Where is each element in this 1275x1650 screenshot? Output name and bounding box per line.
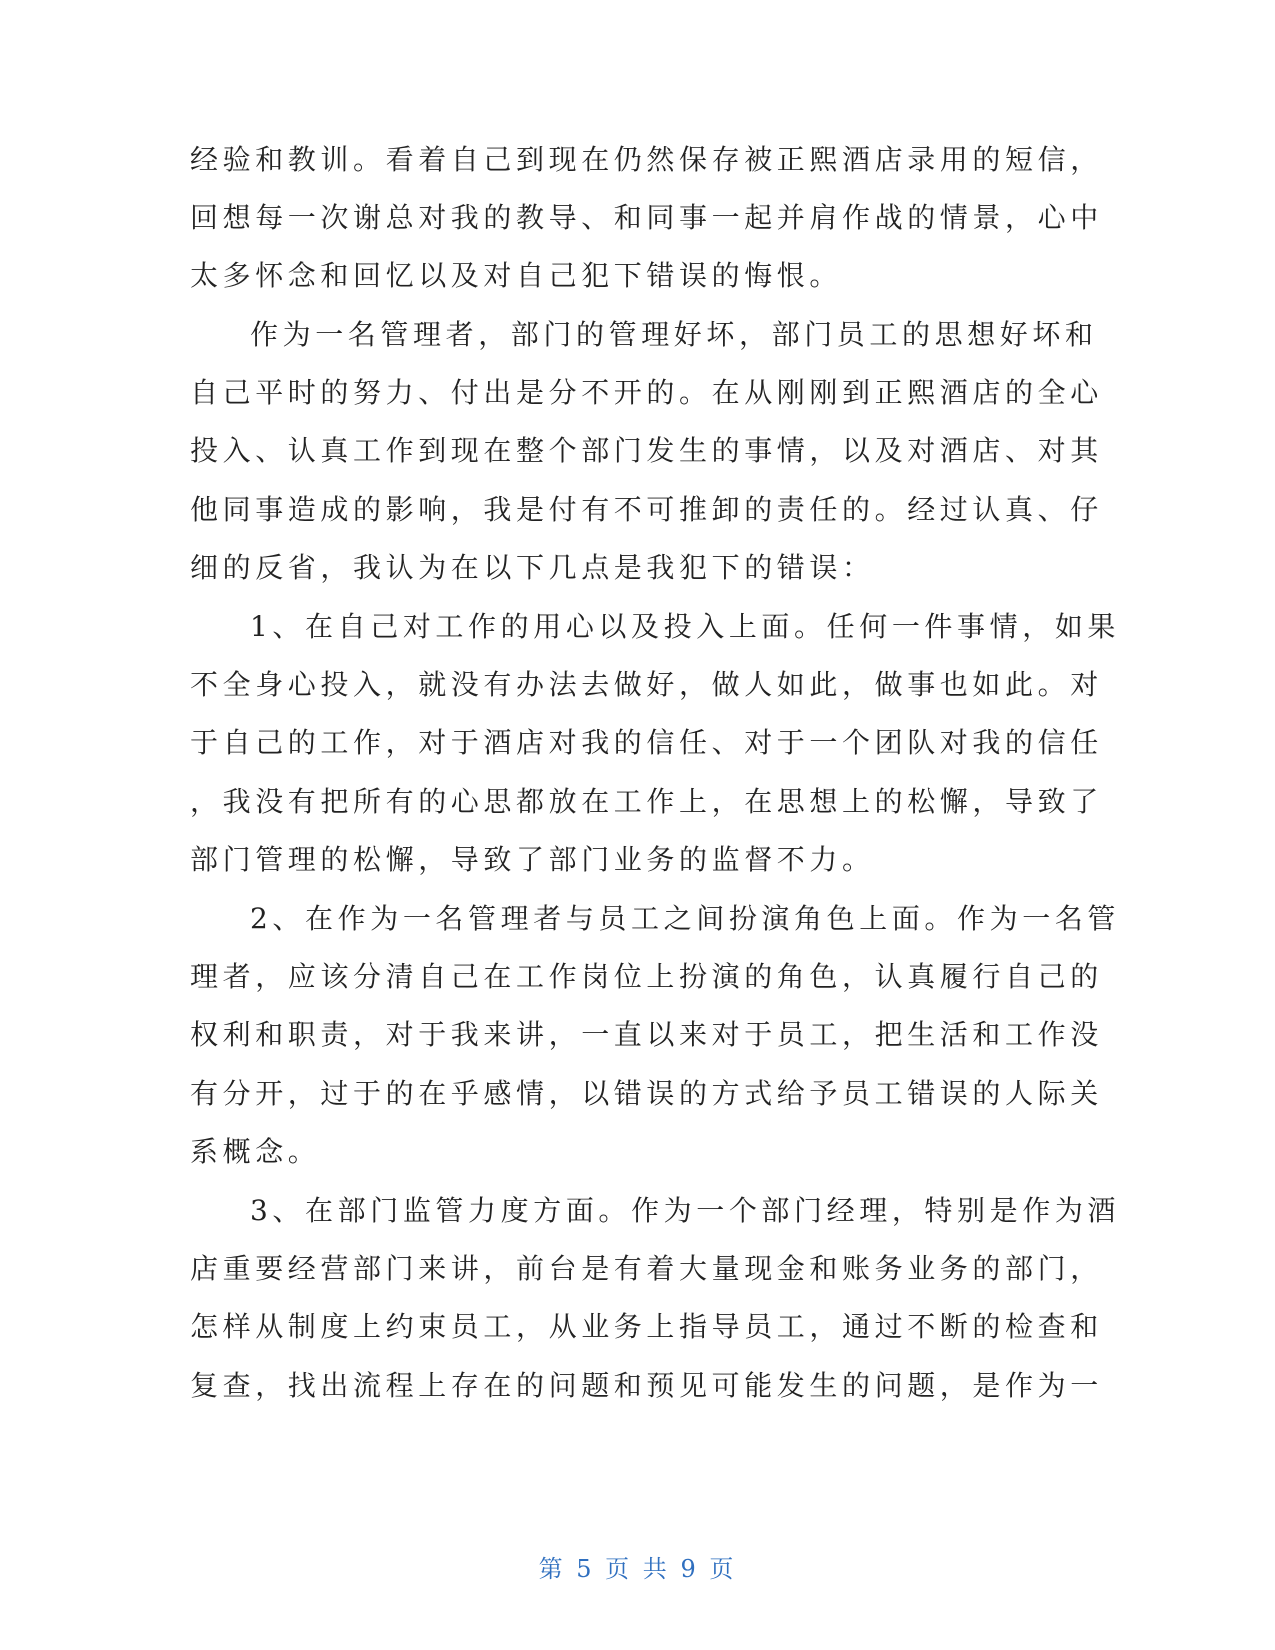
text-line: 回想每一次谢总对我的教导、和同事一起并肩作战的情景，心中 <box>190 201 1103 234</box>
text-line: 理者，应该分清自己在工作岗位上扮演的角色，认真履行自己的 <box>190 960 1103 993</box>
text-line: 投入、认真工作到现在整个部门发生的事情，以及对酒店、对其 <box>190 434 1103 467</box>
paragraph-start-line: 2、在作为一名管理者与员工之间扮演角色上面。作为一名管 <box>250 902 1121 935</box>
text-line: 权利和职责，对于我来讲，一直以来对于员工，把生活和工作没 <box>190 1018 1103 1051</box>
text-line: 于自己的工作，对于酒店对我的信任、对于一个团队对我的信任 <box>190 726 1103 759</box>
text-line: 系概念。 <box>190 1135 321 1168</box>
text-line: 店重要经营部门来讲，前台是有着大量现金和账务业务的部门， <box>190 1252 1103 1285</box>
text-line: 他同事造成的影响，我是付有不可推卸的责任的。经过认真、仔 <box>190 493 1103 526</box>
text-line: 部门管理的松懈，导致了部门业务的监督不力。 <box>190 843 875 876</box>
text-line: 经验和教训。看着自己到现在仍然保存被正熙酒店录用的短信， <box>190 143 1103 176</box>
text-line: 太多怀念和回忆以及对自己犯下错误的悔恨。 <box>190 259 843 292</box>
page-indicator: 第 5 页 共 9 页 <box>538 1555 737 1583</box>
paragraph-start-line: 1、在自己对工作的用心以及投入上面。任何一件事情，如果 <box>250 610 1121 643</box>
text-line: ，我没有把所有的心思都放在工作上，在思想上的松懈，导致了 <box>190 785 1103 818</box>
text-line: 细的反省，我认为在以下几点是我犯下的错误： <box>190 551 875 584</box>
text-line: 复查，找出流程上存在的问题和预见可能发生的问题，是作为一 <box>190 1369 1103 1402</box>
text-line: 自己平时的努力、付出是分不开的。在从刚刚到正熙酒店的全心 <box>190 376 1103 409</box>
paragraph-start-line: 3、在部门监管力度方面。作为一个部门经理，特别是作为酒 <box>250 1194 1121 1227</box>
text-line: 不全身心投入，就没有办法去做好，做人如此，做事也如此。对 <box>190 668 1103 701</box>
text-line: 有分开，过于的在乎感情，以错误的方式给予员工错误的人际关 <box>190 1077 1103 1110</box>
text-line: 怎样从制度上约束员工，从业务上指导员工，通过不断的检查和 <box>190 1310 1103 1343</box>
paragraph-start-line: 作为一名管理者，部门的管理好坏，部门员工的思想好坏和 <box>250 318 1098 351</box>
